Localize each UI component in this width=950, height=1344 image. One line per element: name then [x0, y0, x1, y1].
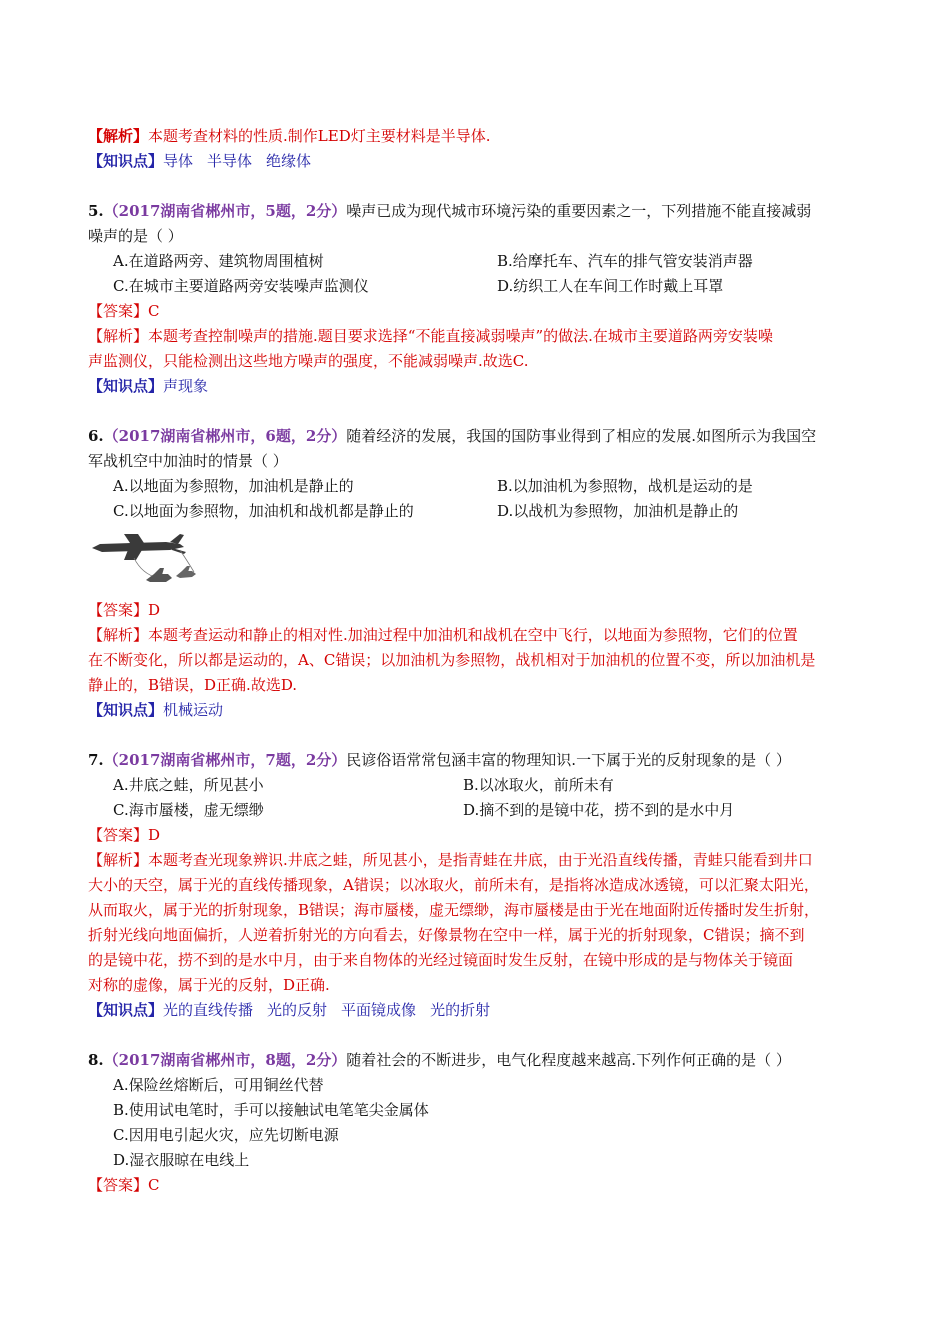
- q5-stem: 5.（2017湖南省郴州市，5题，2分）噪声已成为现代城市环境污染的重要因素之一，下列措施不能直接减弱: [88, 202, 812, 220]
- q8-stem: 8.（2017湖南省郴州市，8题，2分）随着社会的不断进步，电气化程度越来越高.下列作何正确的是（ ）: [88, 1051, 791, 1069]
- q6-analysis: 【解析】本题考查运动和静止的相对性.加油过程中加油机和战机在空中飞行，以地面为参照物，它们的位置: [88, 626, 798, 644]
- q7-analysis-cont-3: 折射光线向地面偏折，人逆着折射光的方向看去，好像景物在空中一样，属于光的折射现象，C错误；摘不到: [88, 926, 805, 944]
- q6-option-a: A.以地面为参照物，加油机是静止的: [113, 477, 354, 495]
- q7-answer: 【答案】D: [88, 826, 161, 844]
- q8-option-a: A.保险丝熔断后，可用铜丝代替: [113, 1076, 324, 1094]
- q7-knowledge-points: 【知识点】光的直线传播 光的反射 平面镜成像 光的折射: [88, 1001, 491, 1019]
- q5-option-a: A.在道路两旁、建筑物周围植树: [113, 252, 324, 270]
- q7-analysis-cont-5: 对称的虚像，属于光的反射，D正确.: [88, 976, 330, 994]
- q7-analysis: 【解析】本题考查光现象辨识.井底之蛙，所见甚小，是指青蛙在井底，由于光沿直线传播，青蛙只能看到井口: [88, 851, 813, 869]
- q7-option-b: B.以冰取火，前所未有: [463, 776, 614, 794]
- q7-analysis-cont-4: 的是镜中花，捞不到的是水中月，由于来自物体的光经过镜面时发生反射，在镜中形成的是与物体关于镜面: [88, 951, 794, 969]
- q5-knowledge-points: 【知识点】声现象: [88, 377, 209, 395]
- aerial-refueling-image: [88, 528, 198, 590]
- q6-stem-cont: 军战机空中加油时的情景（ ）: [88, 452, 288, 470]
- q4-analysis: 【解析】本题考查材料的性质.制作LED灯主要材料是半导体.: [88, 127, 491, 145]
- q6-knowledge-points: 【知识点】机械运动: [88, 701, 224, 719]
- q6-stem: 6.（2017湖南省郴州市，6题，2分）随着经济的发展，我国的国防事业得到了相应的发展.如图所示为我国空: [88, 427, 817, 445]
- q8-option-c: C.因用电引起火灾，应先切断电源: [113, 1126, 339, 1144]
- q8-option-d: D.湿衣服晾在电线上: [113, 1151, 250, 1169]
- q8-answer: 【答案】C: [88, 1176, 160, 1194]
- q6-option-d: D.以战机为参照物，加油机是静止的: [497, 502, 739, 520]
- q8-option-b: B.使用试电笔时，手可以接触试电笔笔尖金属体: [113, 1101, 429, 1119]
- q7-option-c: C.海市蜃楼，虚无缥缈: [113, 801, 264, 819]
- q5-option-d: D.纺织工人在车间工作时戴上耳罩: [497, 277, 724, 295]
- q6-option-c: C.以地面为参照物，加油机和战机都是静止的: [113, 502, 414, 520]
- q5-answer: 【答案】C: [88, 302, 160, 320]
- q6-answer: 【答案】D: [88, 601, 161, 619]
- q7-option-d: D.摘不到的是镜中花，捞不到的是水中月: [463, 801, 735, 819]
- q6-analysis-cont-1: 在不断变化，所以都是运动的，A、C错误；以加油机为参照物，战机相对于加油机的位置不变，所以加油机是: [88, 651, 816, 669]
- q5-option-c: C.在城市主要道路两旁安装噪声监测仪: [113, 277, 369, 295]
- q5-option-b: B.给摩托车、汽车的排气管安装消声器: [497, 252, 753, 270]
- q5-analysis: 【解析】本题考查控制噪声的措施.题目要求选择“不能直接减弱噪声”的做法.在城市主要道路两旁安装噪: [88, 327, 773, 345]
- q5-analysis-cont: 声监测仪，只能检测出这些地方噪声的强度，不能减弱噪声.故选C.: [88, 352, 529, 370]
- q6-option-b: B.以加油机为参照物，战机是运动的是: [497, 477, 753, 495]
- q6-analysis-cont-2: 静止的，B错误，D正确.故选D.: [88, 676, 298, 694]
- q4-knowledge-points: 【知识点】导体 半导体 绝缘体: [88, 152, 312, 170]
- q7-analysis-cont-1: 大小的天空，属于光的直线传播现象，A错误；以冰取火，前所未有，是指将冰造成冰透镜，可以汇聚太阳光，: [88, 876, 819, 894]
- q7-option-a: A.井底之蛙，所见甚小: [113, 776, 264, 794]
- q5-stem-cont: 噪声的是（ ）: [88, 227, 183, 245]
- q7-stem: 7.（2017湖南省郴州市，7题，2分）民谚俗语常常包涵丰富的物理知识.一下属于光的反射现象的是（ ）: [88, 751, 791, 769]
- q7-analysis-cont-2: 从而取火，属于光的折射现象，B错误；海市蜃楼，虚无缥缈，海市蜃楼是由于光在地面附近传播时发生折射，: [88, 901, 820, 919]
